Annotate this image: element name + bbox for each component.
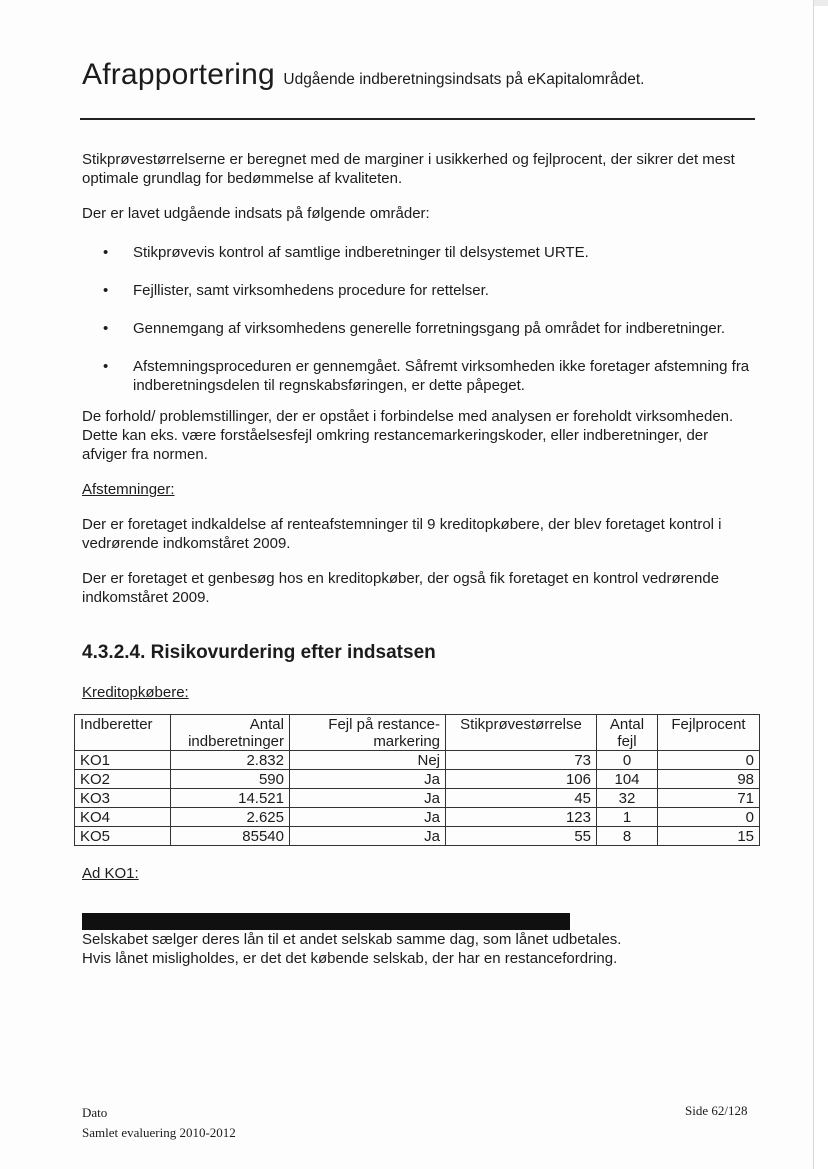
list-item [82,281,754,300]
table-row [75,789,760,808]
ko1-line-2: Hvis lånet misligholdes, er det det købende selskab, der har en restancefordring. [82,950,618,967]
issues-paragraph: De forhold/ problemstillinger, der er opstået i forbindelse med analysen er foreholdt virksomheden. Dette kan eks. være forståelsesfejl omkring restancemarkeringskoder, eller indberetninger, der afviger fra normen. [82,408,734,463]
cell-antal: 85540 [171,827,290,846]
table-header-row [75,715,760,751]
intro-paragraph: Stikprøvestørrelserne er beregnet med de marginer i usikkerhed og fejlprocent, der sikrer det mest optimale grundlag for bedømmelse af kvaliteten. [82,151,735,187]
table-row [75,808,760,827]
cell-indberetter: KO3 [75,789,171,808]
cell-antal-fejl: 0 [597,751,658,770]
cell-fejlprocent: 0 [658,808,760,827]
ko1-heading: Ad KO1: [82,865,139,882]
list-item-text: Gennemgang af virksomhedens generelle forretningsgang på området for indberetninger. [133,320,726,337]
cell-fejl-restance: Nej [290,751,446,770]
cell-antal: 590 [171,770,290,789]
cell-fejl-restance: Ja [290,808,446,827]
col-fejlprocent: Fejlprocent [658,715,760,751]
cell-stikprove: 55 [446,827,597,846]
cell-indberetter: KO4 [75,808,171,827]
cell-antal-fejl: 104 [597,770,658,789]
cell-antal: 2.832 [171,751,290,770]
cell-indberetter: KO1 [75,751,171,770]
list-item [82,243,754,262]
cell-fejlprocent: 0 [658,751,760,770]
list-item-text: Afstemningsproceduren er gennemgået. Såfremt virksomheden ikke foretager afstemning fra indberetningsdelen til regnskabsføringen, er dette påpeget. [133,358,750,394]
list-item-text: Stikprøvevis kontrol af samtlige indberetninger til delsystemet URTE. [133,244,589,261]
table-row [75,827,760,846]
col-antal-indberetninger: Antal indberetninger [171,715,290,751]
col-fejl-restance: Fejl på restance-markering [290,715,446,751]
footer-left [82,1103,236,1143]
list-item [82,357,754,395]
bullet-icon: • [103,244,109,261]
bullet-icon: • [103,282,109,299]
cell-fejlprocent: 15 [658,827,760,846]
cell-stikprove: 73 [446,751,597,770]
document-body [82,150,754,968]
table-row [75,770,760,789]
afstemninger-paragraph-2: Der er foretaget et genbesøg hos en kreditopkøber, der også fik foretaget en kontrol vedrørende indkomståret 2009. [82,570,720,606]
col-indberetter: Indberetter [75,715,171,751]
lead-paragraph: Der er lavet udgående indsats på følgende områder: [82,205,430,222]
table-row [75,751,760,770]
cell-indberetter: KO2 [75,770,171,789]
page-header [82,58,644,92]
col-stikprovestorrelse: Stikprøvestørrelse [446,715,597,751]
list-item-text: Fejllister, samt virksomhedens procedure for rettelser. [133,282,489,299]
page-subtitle: Udgående indberetningsindsats på eKapitalområdet. [283,71,645,88]
cell-antal-fejl: 8 [597,827,658,846]
cell-stikprove: 45 [446,789,597,808]
kreditopkobere-heading: Kreditopkøbere: [82,684,189,701]
footer-evaluation: Samlet evaluering 2010-2012 [82,1125,236,1140]
cell-antal-fejl: 32 [597,789,658,808]
bullet-list [82,243,754,395]
cell-fejl-restance: Ja [290,827,446,846]
afstemninger-heading: Afstemninger: [82,481,175,498]
header-rule [80,118,755,120]
page-number: Side 62/128 [685,1103,748,1118]
page-title: Afrapportering [82,58,275,91]
cell-fejl-restance: Ja [290,789,446,808]
list-item [82,319,754,338]
cell-antal: 14.521 [171,789,290,808]
cell-stikprove: 106 [446,770,597,789]
section-heading: 4.3.2.4. Risikovurdering efter indsatsen [82,642,436,663]
bullet-icon: • [103,320,109,337]
cell-fejlprocent: 71 [658,789,760,808]
afstemninger-paragraph-1: Der er foretaget indkaldelse af renteafstemninger til 9 kreditopkøbere, der blev foretaget kontrol i vedrørende indkomståret 2009. [82,516,722,552]
cell-fejlprocent: 98 [658,770,760,789]
results-table [74,714,760,846]
cell-antal-fejl: 1 [597,808,658,827]
col-antal-fejl: Antal fejl [597,715,658,751]
cell-indberetter: KO5 [75,827,171,846]
bullet-icon: • [103,358,109,375]
redaction-bar [82,913,570,930]
ko1-line-1: Selskabet sælger deres lån til et andet selskab samme dag, som lånet udbetales. [82,931,622,948]
cell-fejl-restance: Ja [290,770,446,789]
footer-dato: Dato [82,1105,108,1120]
cell-antal: 2.625 [171,808,290,827]
cell-stikprove: 123 [446,808,597,827]
